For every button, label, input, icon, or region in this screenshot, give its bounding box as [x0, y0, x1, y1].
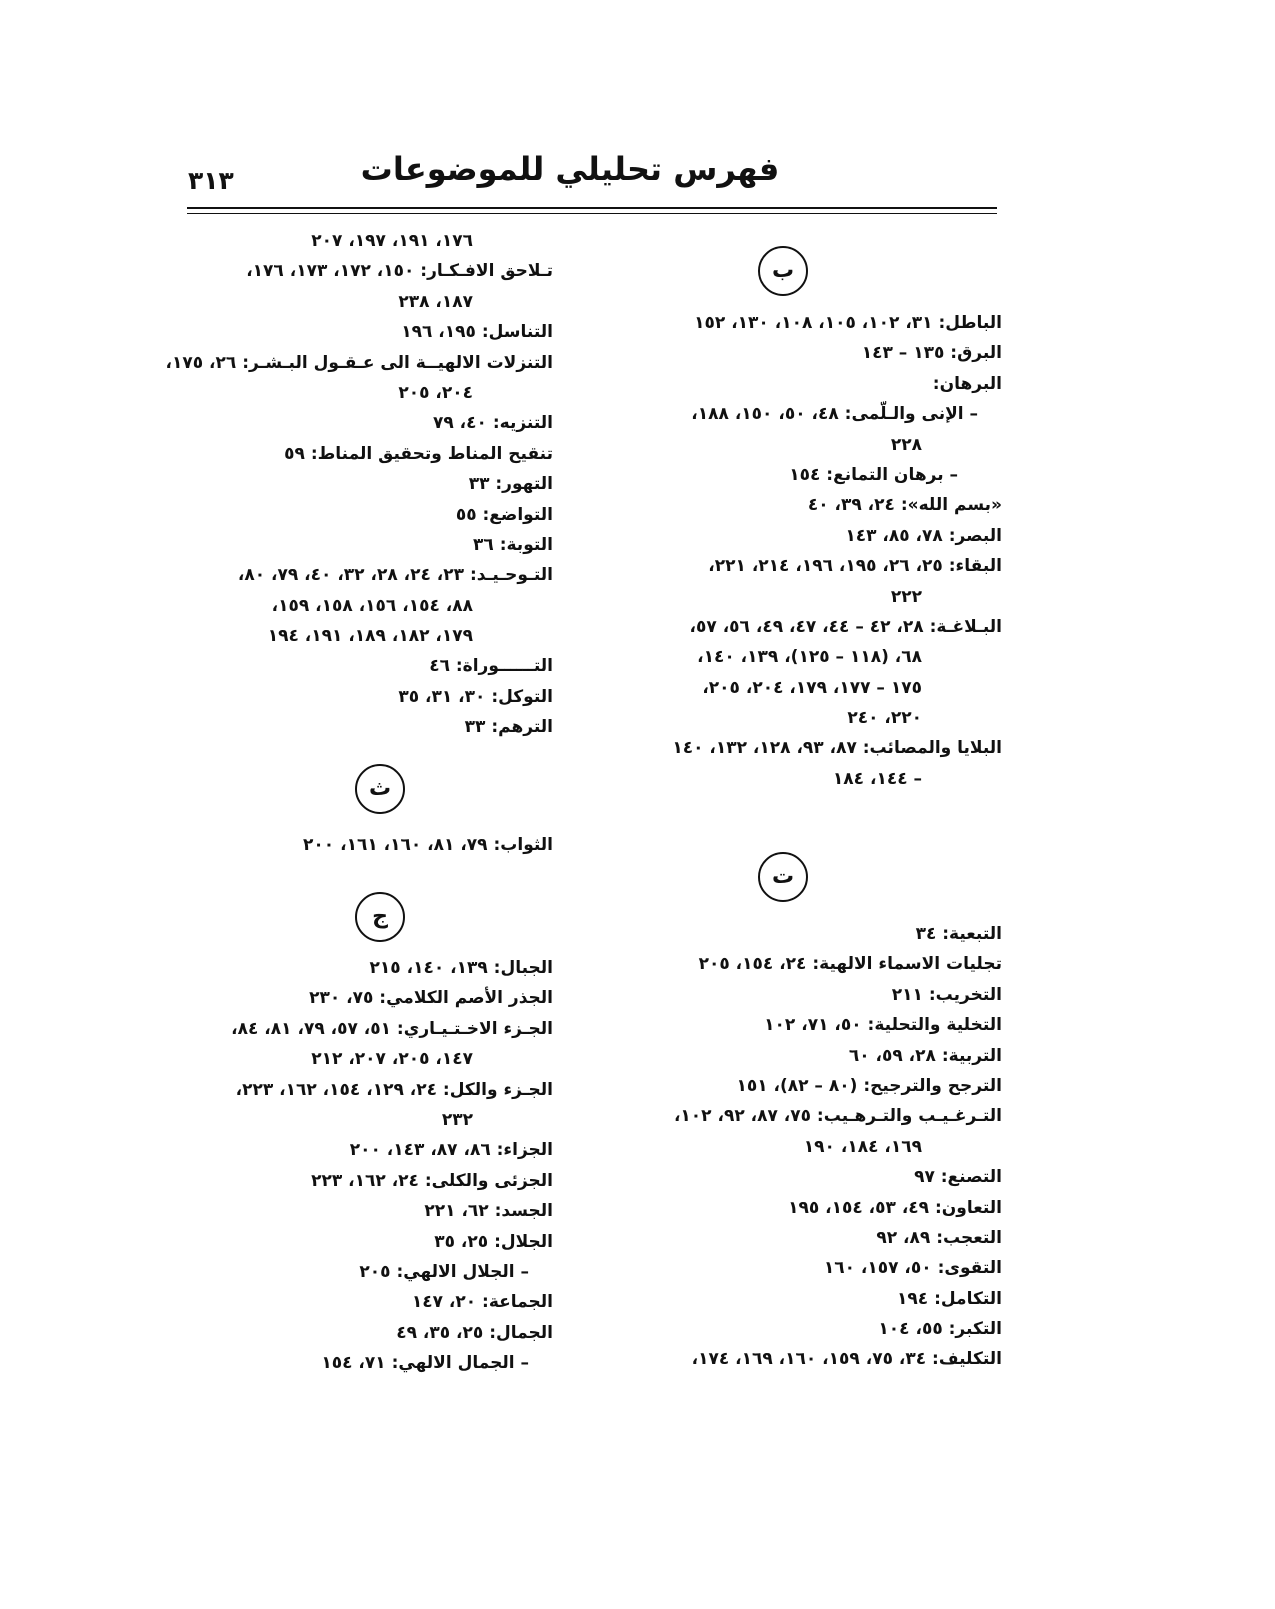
index-entry: الجبال: ١٣٩، ١٤٠، ٢١٥ — [369, 958, 553, 978]
index-entry: التـرغـيـب والتـرهـيب: ٧٥، ٨٧، ٩٢، ١٠٢، — [673, 1106, 1002, 1127]
index-entry: ٨٨، ١٥٤، ١٥٦، ١٥٨، ١٥٩، — [271, 595, 473, 616]
index-entry: – الجلال الالهي: ٢٠٥ — [359, 1261, 529, 1282]
index-entry: التربية: ٢٨، ٥٩، ٦٠ — [848, 1045, 1002, 1066]
section-letter-ta: ت — [758, 852, 808, 902]
index-entry: ١٤٧، ٢٠٥، ٢٠٧، ٢١٢ — [311, 1049, 473, 1070]
index-entry: التكليف: ٣٤، ٧٥، ١٥٩، ١٦٠، ١٦٩، ١٧٤، — [691, 1349, 1002, 1370]
index-entry: ١٦٩، ١٨٤، ١٩٠ — [803, 1136, 922, 1157]
index-entry: البلايا والمصائب: ٨٧، ٩٣، ١٢٨، ١٣٢، ١٤٠ — [672, 738, 1002, 759]
index-entry: ١٧٩، ١٨٢، ١٨٩، ١٩١، ١٩٤ — [267, 626, 473, 647]
section-letter-jim: ج — [355, 892, 405, 942]
index-entry: التواضع: ٥٥ — [455, 504, 553, 525]
index-entry: الثواب: ٧٩، ٨١، ١٦٠، ١٦١، ٢٠٠ — [303, 835, 553, 855]
index-entry: البرهان: — [932, 373, 1002, 394]
index-entry: الجـزء الاخـتـيـاري: ٥١، ٥٧، ٧٩، ٨١، ٨٤، — [231, 1018, 553, 1039]
index-entry: الجـزء والكل: ٢٤، ١٢٩، ١٥٤، ١٦٢، ٢٢٣، — [235, 1079, 553, 1100]
index-entry: التعجب: ٨٩، ٩٢ — [876, 1227, 1002, 1248]
index-entry: الجزاء: ٨٦، ٨٧، ١٤٣، ٢٠٠ — [349, 1140, 553, 1161]
index-entry: ١٨٧، ٢٣٨ — [398, 291, 473, 312]
index-entry: التقوى: ٥٠، ١٥٧، ١٦٠ — [823, 1258, 1002, 1279]
index-entry: – برهان التمانع: ١٥٤ — [789, 464, 958, 485]
index-entry: ١٧٥ – ١٧٧، ١٧٩، ٢٠٤، ٢٠٥، — [702, 677, 922, 698]
index-section-tha — [173, 830, 553, 860]
index-entry: الباطل: ٣١، ١٠٢، ١٠٥، ١٠٨، ١٣٠، ١٥٢ — [694, 313, 1002, 333]
header-rule — [187, 207, 997, 209]
index-entry: ٦٨، (١١٨ – ١٢٥)، ١٣٩، ١٤٠، — [697, 647, 922, 668]
index-entry: التناسل: ١٩٥، ١٩٦ — [401, 322, 553, 343]
header-rule-thin — [187, 213, 997, 214]
section-letter-tha: ث — [355, 764, 405, 814]
index-entry: الجذر الأصم الكلامي: ٧٥، ٢٣٠ — [309, 988, 553, 1009]
index-entry: ٢٣٢ — [441, 1109, 473, 1130]
index-entry: ٢٢٢ — [890, 586, 922, 607]
index-entry: الجماعة: ٢٠، ١٤٧ — [411, 1292, 553, 1313]
index-entry: الجمال: ٢٥، ٣٥، ٤٩ — [396, 1322, 553, 1343]
index-entry: البـلاغـة: ٢٨، ٤٢ – ٤٤، ٤٧، ٤٩، ٥٦، ٥٧، — [689, 616, 1002, 637]
index-entry: ١٧٦، ١٩١، ١٩٧، ٢٠٧ — [311, 231, 473, 251]
index-entry: التنزلات الالهيــة الى عـقـول البـشـر: ٢٦، ١٧٥، — [165, 352, 553, 373]
index-entry: التكبر: ٥٥، ١٠٤ — [878, 1319, 1002, 1340]
index-section-ta — [602, 919, 1002, 1375]
index-entry: تنقيح المناط وتحقيق المناط: ٥٩ — [284, 443, 553, 464]
index-entry: التــــــوراة: ٤٦ — [429, 656, 553, 677]
index-entry: الترهم: ٣٣ — [464, 717, 553, 738]
index-entry: التكامل: ١٩٤ — [897, 1288, 1002, 1309]
index-entry: – ١٤٤، ١٨٤ — [832, 768, 922, 789]
index-entry: التنزيه: ٤٠، ٧٩ — [433, 413, 553, 434]
index-entry: ٢٢٨ — [890, 434, 922, 455]
index-entry: تـلاحق الافـكـار: ١٥٠، ١٧٢، ١٧٣، ١٧٦، — [246, 261, 553, 282]
index-entry: البرق: ١٣٥ – ١٤٣ — [861, 343, 1002, 364]
index-entry: التخلية والتحلية: ٥٠، ٧١، ١٠٢ — [764, 1015, 1002, 1036]
index-section-ta-cont — [165, 226, 553, 743]
index-entry: الجزئى والكلى: ٢٤، ١٦٢، ٢٢٣ — [311, 1170, 553, 1191]
index-entry: الجسد: ٦٢، ٢٢١ — [424, 1201, 553, 1222]
index-entry: – الإنى والـلّمى: ٤٨، ٥٠، ١٥٠، ١٨٨، — [691, 404, 978, 425]
index-entry: تجليات الاسماء الالهية: ٢٤، ١٥٤، ٢٠٥ — [698, 954, 1002, 975]
index-entry: البقاء: ٢٥، ٢٦، ١٩٥، ١٩٦، ٢١٤، ٢٢١، — [708, 556, 1002, 577]
index-entry: التوكل: ٣٠، ٣١، ٣٥ — [398, 686, 553, 707]
index-entry: التخريب: ٢١١ — [891, 984, 1002, 1005]
section-letter-ba: ب — [758, 246, 808, 296]
index-entry: التـوحـيـد: ٢٣، ٢٤، ٢٨، ٣٢، ٤٠، ٧٩، ٨٠، — [237, 565, 553, 586]
index-entry: التهور: ٣٣ — [468, 474, 553, 495]
index-entry: الترجح والترجيح: (٨٠ – ٨٢)، ١٥١ — [736, 1075, 1002, 1096]
index-entry: الجلال: ٢٥، ٣٥ — [434, 1231, 553, 1252]
index-section-jim — [173, 953, 553, 1378]
index-section-ba — [602, 308, 1002, 794]
index-entry: التوبة: ٣٦ — [473, 534, 553, 555]
page-title: فهرس تحليلي للموضوعات — [360, 150, 780, 188]
index-entry: – الجمال الالهي: ٧١، ١٥٤ — [321, 1353, 529, 1374]
index-entry: التعاون: ٤٩، ٥٣، ١٥٤، ١٩٥ — [788, 1197, 1002, 1218]
index-entry: البصر: ٧٨، ٨٥، ١٤٣ — [845, 525, 1002, 546]
index-entry: التصنع: ٩٧ — [914, 1167, 1002, 1188]
index-entry: ٢٠٤، ٢٠٥ — [398, 382, 473, 403]
page-number: ٣١٣ — [188, 166, 234, 195]
index-entry: ٢٢٠، ٢٤٠ — [847, 708, 922, 729]
index-entry: التبعية: ٣٤ — [915, 924, 1002, 944]
index-entry: «بسم الله»: ٢٤، ٣٩، ٤٠ — [807, 495, 1002, 516]
